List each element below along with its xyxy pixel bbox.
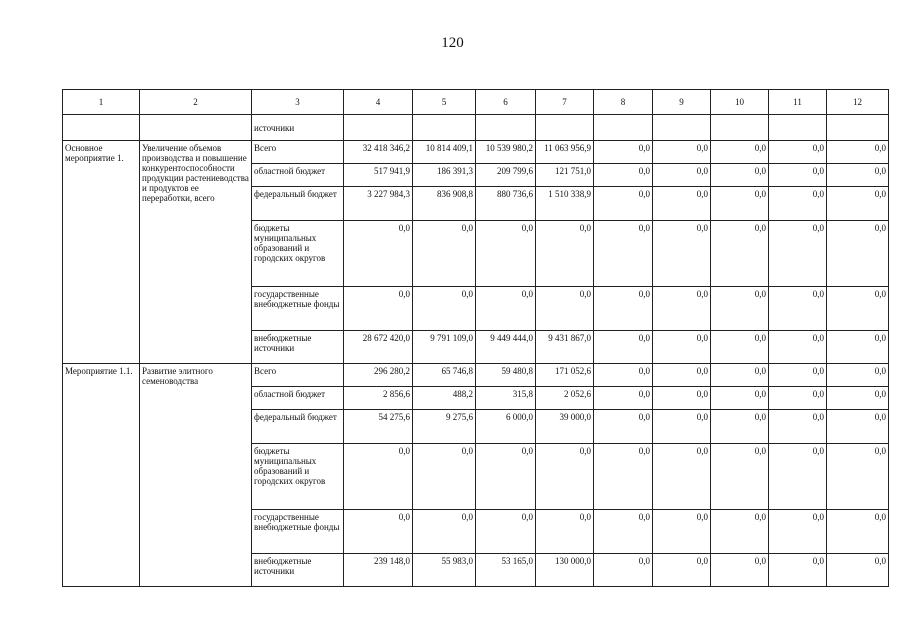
value-cell: 54 275,6 — [344, 410, 413, 444]
value-cell: 0,0 — [653, 554, 711, 587]
source-label: источники — [252, 115, 344, 141]
value-cell: 0,0 — [827, 364, 889, 387]
value-cell: 0,0 — [653, 444, 711, 510]
value-cell: 0,0 — [827, 187, 889, 221]
value-cell: 0,0 — [769, 387, 827, 410]
value-cell: 0,0 — [344, 444, 413, 510]
table-row — [63, 141, 889, 164]
value-cell: 315,8 — [476, 387, 536, 410]
value-cell: 0,0 — [827, 331, 889, 364]
value-cell: 0,0 — [711, 187, 769, 221]
value-cell: 32 418 346,2 — [344, 141, 413, 164]
value-cell: 488,2 — [413, 387, 476, 410]
value-cell: 6 000,0 — [476, 410, 536, 444]
value-cell: 0,0 — [344, 510, 413, 554]
funding-source: государственные внебюджетные фонды — [252, 510, 344, 554]
value-cell: 0,0 — [769, 331, 827, 364]
funding-source: бюджеты муниципальных образований и городских округов — [252, 221, 344, 287]
value-cell: 0,0 — [769, 287, 827, 331]
value-cell: 0,0 — [594, 387, 653, 410]
value-cell: 0,0 — [711, 387, 769, 410]
table-cell — [594, 115, 653, 141]
funding-source: областной бюджет — [252, 387, 344, 410]
value-cell: 0,0 — [711, 554, 769, 587]
value-cell: 0,0 — [594, 444, 653, 510]
value-cell: 59 480,8 — [476, 364, 536, 387]
value-cell: 0,0 — [827, 221, 889, 287]
value-cell: 10 814 409,1 — [413, 141, 476, 164]
value-cell: 0,0 — [594, 221, 653, 287]
funding-source: Всего — [252, 141, 344, 164]
measure-name: Развитие элитного семеноводства — [140, 364, 252, 587]
funding-source: государственные внебюджетные фонды — [252, 287, 344, 331]
value-cell: 0,0 — [711, 410, 769, 444]
value-cell: 0,0 — [827, 444, 889, 510]
value-cell: 53 165,0 — [476, 554, 536, 587]
column-header: 10 — [711, 90, 769, 115]
funding-source: федеральный бюджет — [252, 187, 344, 221]
value-cell: 0,0 — [594, 187, 653, 221]
value-cell: 2 856,6 — [344, 387, 413, 410]
value-cell: 0,0 — [827, 510, 889, 554]
value-cell: 0,0 — [344, 287, 413, 331]
value-cell: 0,0 — [344, 221, 413, 287]
value-cell: 0,0 — [827, 164, 889, 187]
value-cell: 171 052,6 — [536, 364, 594, 387]
value-cell: 0,0 — [594, 364, 653, 387]
value-cell: 0,0 — [827, 141, 889, 164]
value-cell: 9 449 444,0 — [476, 331, 536, 364]
funding-source: бюджеты муниципальных образований и городских округов — [252, 444, 344, 510]
column-header: 11 — [769, 90, 827, 115]
value-cell: 0,0 — [653, 221, 711, 287]
table-row — [63, 364, 889, 387]
value-cell: 0,0 — [653, 387, 711, 410]
column-header: 7 — [536, 90, 594, 115]
header-row — [63, 90, 889, 115]
value-cell: 0,0 — [769, 187, 827, 221]
value-cell: 0,0 — [413, 287, 476, 331]
measure-code: Основное мероприятие 1. — [63, 141, 140, 364]
funding-source: внебюджетные источники — [252, 331, 344, 364]
value-cell: 0,0 — [769, 364, 827, 387]
value-cell: 0,0 — [594, 331, 653, 364]
table-body — [63, 90, 889, 587]
value-cell: 0,0 — [769, 510, 827, 554]
value-cell: 0,0 — [653, 510, 711, 554]
value-cell: 11 063 956,9 — [536, 141, 594, 164]
value-cell: 0,0 — [711, 141, 769, 164]
value-cell: 0,0 — [711, 331, 769, 364]
table-cell — [769, 115, 827, 141]
column-header: 9 — [653, 90, 711, 115]
value-cell: 55 983,0 — [413, 554, 476, 587]
funding-source: областной бюджет — [252, 164, 344, 187]
value-cell: 0,0 — [536, 444, 594, 510]
page-number: 120 — [441, 35, 464, 51]
column-header: 2 — [140, 90, 252, 115]
value-cell: 0,0 — [769, 141, 827, 164]
value-cell: 9 275,6 — [413, 410, 476, 444]
value-cell: 28 672 420,0 — [344, 331, 413, 364]
value-cell: 0,0 — [594, 164, 653, 187]
value-cell: 39 000,0 — [536, 410, 594, 444]
value-cell: 836 908,8 — [413, 187, 476, 221]
value-cell: 0,0 — [476, 510, 536, 554]
value-cell: 0,0 — [711, 287, 769, 331]
column-header: 4 — [344, 90, 413, 115]
table-cell — [63, 115, 140, 141]
table-cell — [344, 115, 413, 141]
value-cell: 2 052,6 — [536, 387, 594, 410]
value-cell: 0,0 — [653, 331, 711, 364]
funding-source: внебюджетные источники — [252, 554, 344, 587]
value-cell: 0,0 — [476, 444, 536, 510]
value-cell: 10 539 980,2 — [476, 141, 536, 164]
table-cell — [140, 115, 252, 141]
value-cell: 0,0 — [594, 287, 653, 331]
value-cell: 0,0 — [769, 410, 827, 444]
value-cell: 0,0 — [653, 187, 711, 221]
column-header: 12 — [827, 90, 889, 115]
value-cell: 1 510 338,9 — [536, 187, 594, 221]
funding-source: Всего — [252, 364, 344, 387]
value-cell: 0,0 — [711, 364, 769, 387]
value-cell: 0,0 — [827, 387, 889, 410]
table-cell — [413, 115, 476, 141]
measure-code: Мероприятие 1.1. — [63, 364, 140, 587]
value-cell: 0,0 — [653, 141, 711, 164]
value-cell: 296 280,2 — [344, 364, 413, 387]
column-header: 6 — [476, 90, 536, 115]
value-cell: 0,0 — [711, 510, 769, 554]
column-header: 3 — [252, 90, 344, 115]
budget-table — [62, 89, 889, 587]
value-cell: 0,0 — [769, 221, 827, 287]
value-cell: 9 431 867,0 — [536, 331, 594, 364]
table-cell — [536, 115, 594, 141]
table-cell — [476, 115, 536, 141]
measure-name: Увеличение объемов производства и повышение конкурентоспособности продукции растениеводства и продуктов ее переработки, всего — [140, 141, 252, 364]
value-cell: 0,0 — [413, 444, 476, 510]
value-cell: 0,0 — [711, 444, 769, 510]
value-cell: 0,0 — [711, 221, 769, 287]
column-header: 5 — [413, 90, 476, 115]
continuation-row — [63, 115, 889, 141]
value-cell: 0,0 — [536, 221, 594, 287]
value-cell: 0,0 — [594, 510, 653, 554]
value-cell: 0,0 — [827, 554, 889, 587]
value-cell: 0,0 — [476, 221, 536, 287]
column-header: 8 — [594, 90, 653, 115]
value-cell: 0,0 — [476, 287, 536, 331]
value-cell: 0,0 — [769, 554, 827, 587]
value-cell: 0,0 — [536, 287, 594, 331]
value-cell: 0,0 — [594, 554, 653, 587]
value-cell: 517 941,9 — [344, 164, 413, 187]
value-cell: 0,0 — [769, 444, 827, 510]
value-cell: 239 148,0 — [344, 554, 413, 587]
value-cell: 0,0 — [711, 164, 769, 187]
table-cell — [827, 115, 889, 141]
value-cell: 0,0 — [653, 410, 711, 444]
value-cell: 0,0 — [827, 287, 889, 331]
table-cell — [711, 115, 769, 141]
value-cell: 186 391,3 — [413, 164, 476, 187]
value-cell: 0,0 — [769, 164, 827, 187]
value-cell: 9 791 109,0 — [413, 331, 476, 364]
table-cell — [653, 115, 711, 141]
value-cell: 0,0 — [827, 410, 889, 444]
value-cell: 0,0 — [413, 510, 476, 554]
value-cell: 0,0 — [594, 410, 653, 444]
value-cell: 130 000,0 — [536, 554, 594, 587]
value-cell: 0,0 — [653, 287, 711, 331]
value-cell: 0,0 — [536, 510, 594, 554]
value-cell: 0,0 — [653, 364, 711, 387]
funding-source: федеральный бюджет — [252, 410, 344, 444]
value-cell: 880 736,6 — [476, 187, 536, 221]
value-cell: 0,0 — [653, 164, 711, 187]
value-cell: 3 227 984,3 — [344, 187, 413, 221]
value-cell: 209 799,6 — [476, 164, 536, 187]
value-cell: 65 746,8 — [413, 364, 476, 387]
column-header: 1 — [63, 90, 140, 115]
value-cell: 121 751,0 — [536, 164, 594, 187]
value-cell: 0,0 — [413, 221, 476, 287]
value-cell: 0,0 — [594, 141, 653, 164]
